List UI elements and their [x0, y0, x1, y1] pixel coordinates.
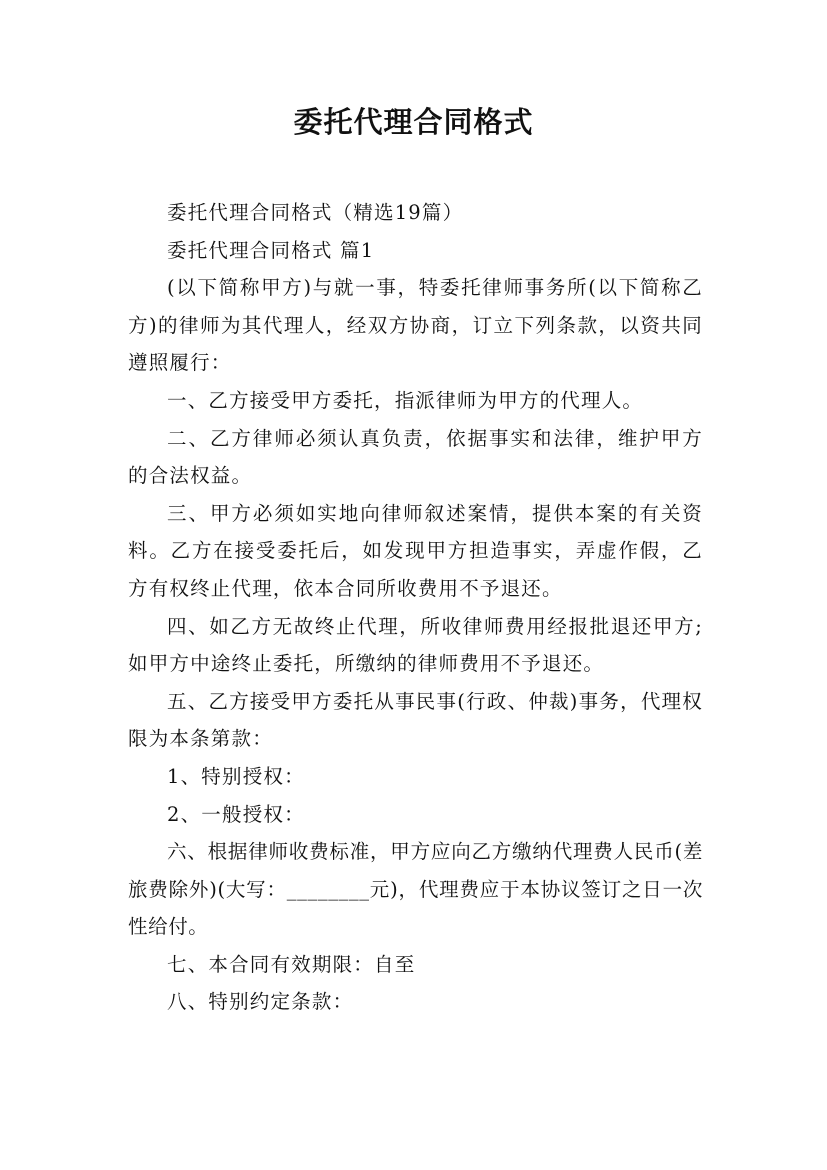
paragraph-clause-7: 七、本合同有效期限：自至: [167, 952, 416, 976]
paragraph-clause-3: 三、甲方必须如实地向律师叙述案情，提供本案的有关资料。乙方在接受委托后，如发现甲方担造事实，弄虚作假，乙方有权终止代理，依本合同所收费用不予退还。: [128, 501, 703, 600]
paragraph-clause-6: 六、根据律师收费标准，甲方应向乙方缴纳代理费人民币(差旅费除外)(大写：________元)，代理费应于本协议签订之日一次性给付。: [128, 840, 703, 939]
paragraph-authority-general: 2、一般授权：: [167, 802, 305, 826]
paragraph-clause-4: 四、如乙方无故终止代理，所收律师费用经报批退还甲方;如甲方中途终止委托，所缴纳的律师费用不予退还。: [128, 614, 703, 676]
paragraph-clause-5: 五、乙方接受甲方委托从事民事(行政、仲裁)事务，代理权限为本条第款：: [128, 689, 703, 751]
paragraph-clause-2: 二、乙方律师必须认真负责，依据事实和法律，维护甲方的合法权益。: [128, 426, 703, 488]
paragraph-authority-special: 1、特别授权：: [167, 764, 305, 788]
paragraph-section-heading: 委托代理合同格式 篇1: [167, 238, 375, 262]
document-body: [128, 194, 703, 1021]
paragraph-preamble: (以下简称甲方)与就一事，特委托律师事务所(以下简称乙方)的律师为其代理人，经双方协商，订立下列条款，以资共同遵照履行：: [128, 276, 703, 375]
paragraph-clause-1: 一、乙方接受甲方委托，指派律师为甲方的代理人。: [167, 388, 644, 412]
paragraph-subtitle: 委托代理合同格式（精选19篇）: [167, 201, 464, 224]
paragraph-clause-8: 八、特别约定条款：: [167, 990, 354, 1014]
document-title: 委托代理合同格式: [293, 105, 534, 139]
